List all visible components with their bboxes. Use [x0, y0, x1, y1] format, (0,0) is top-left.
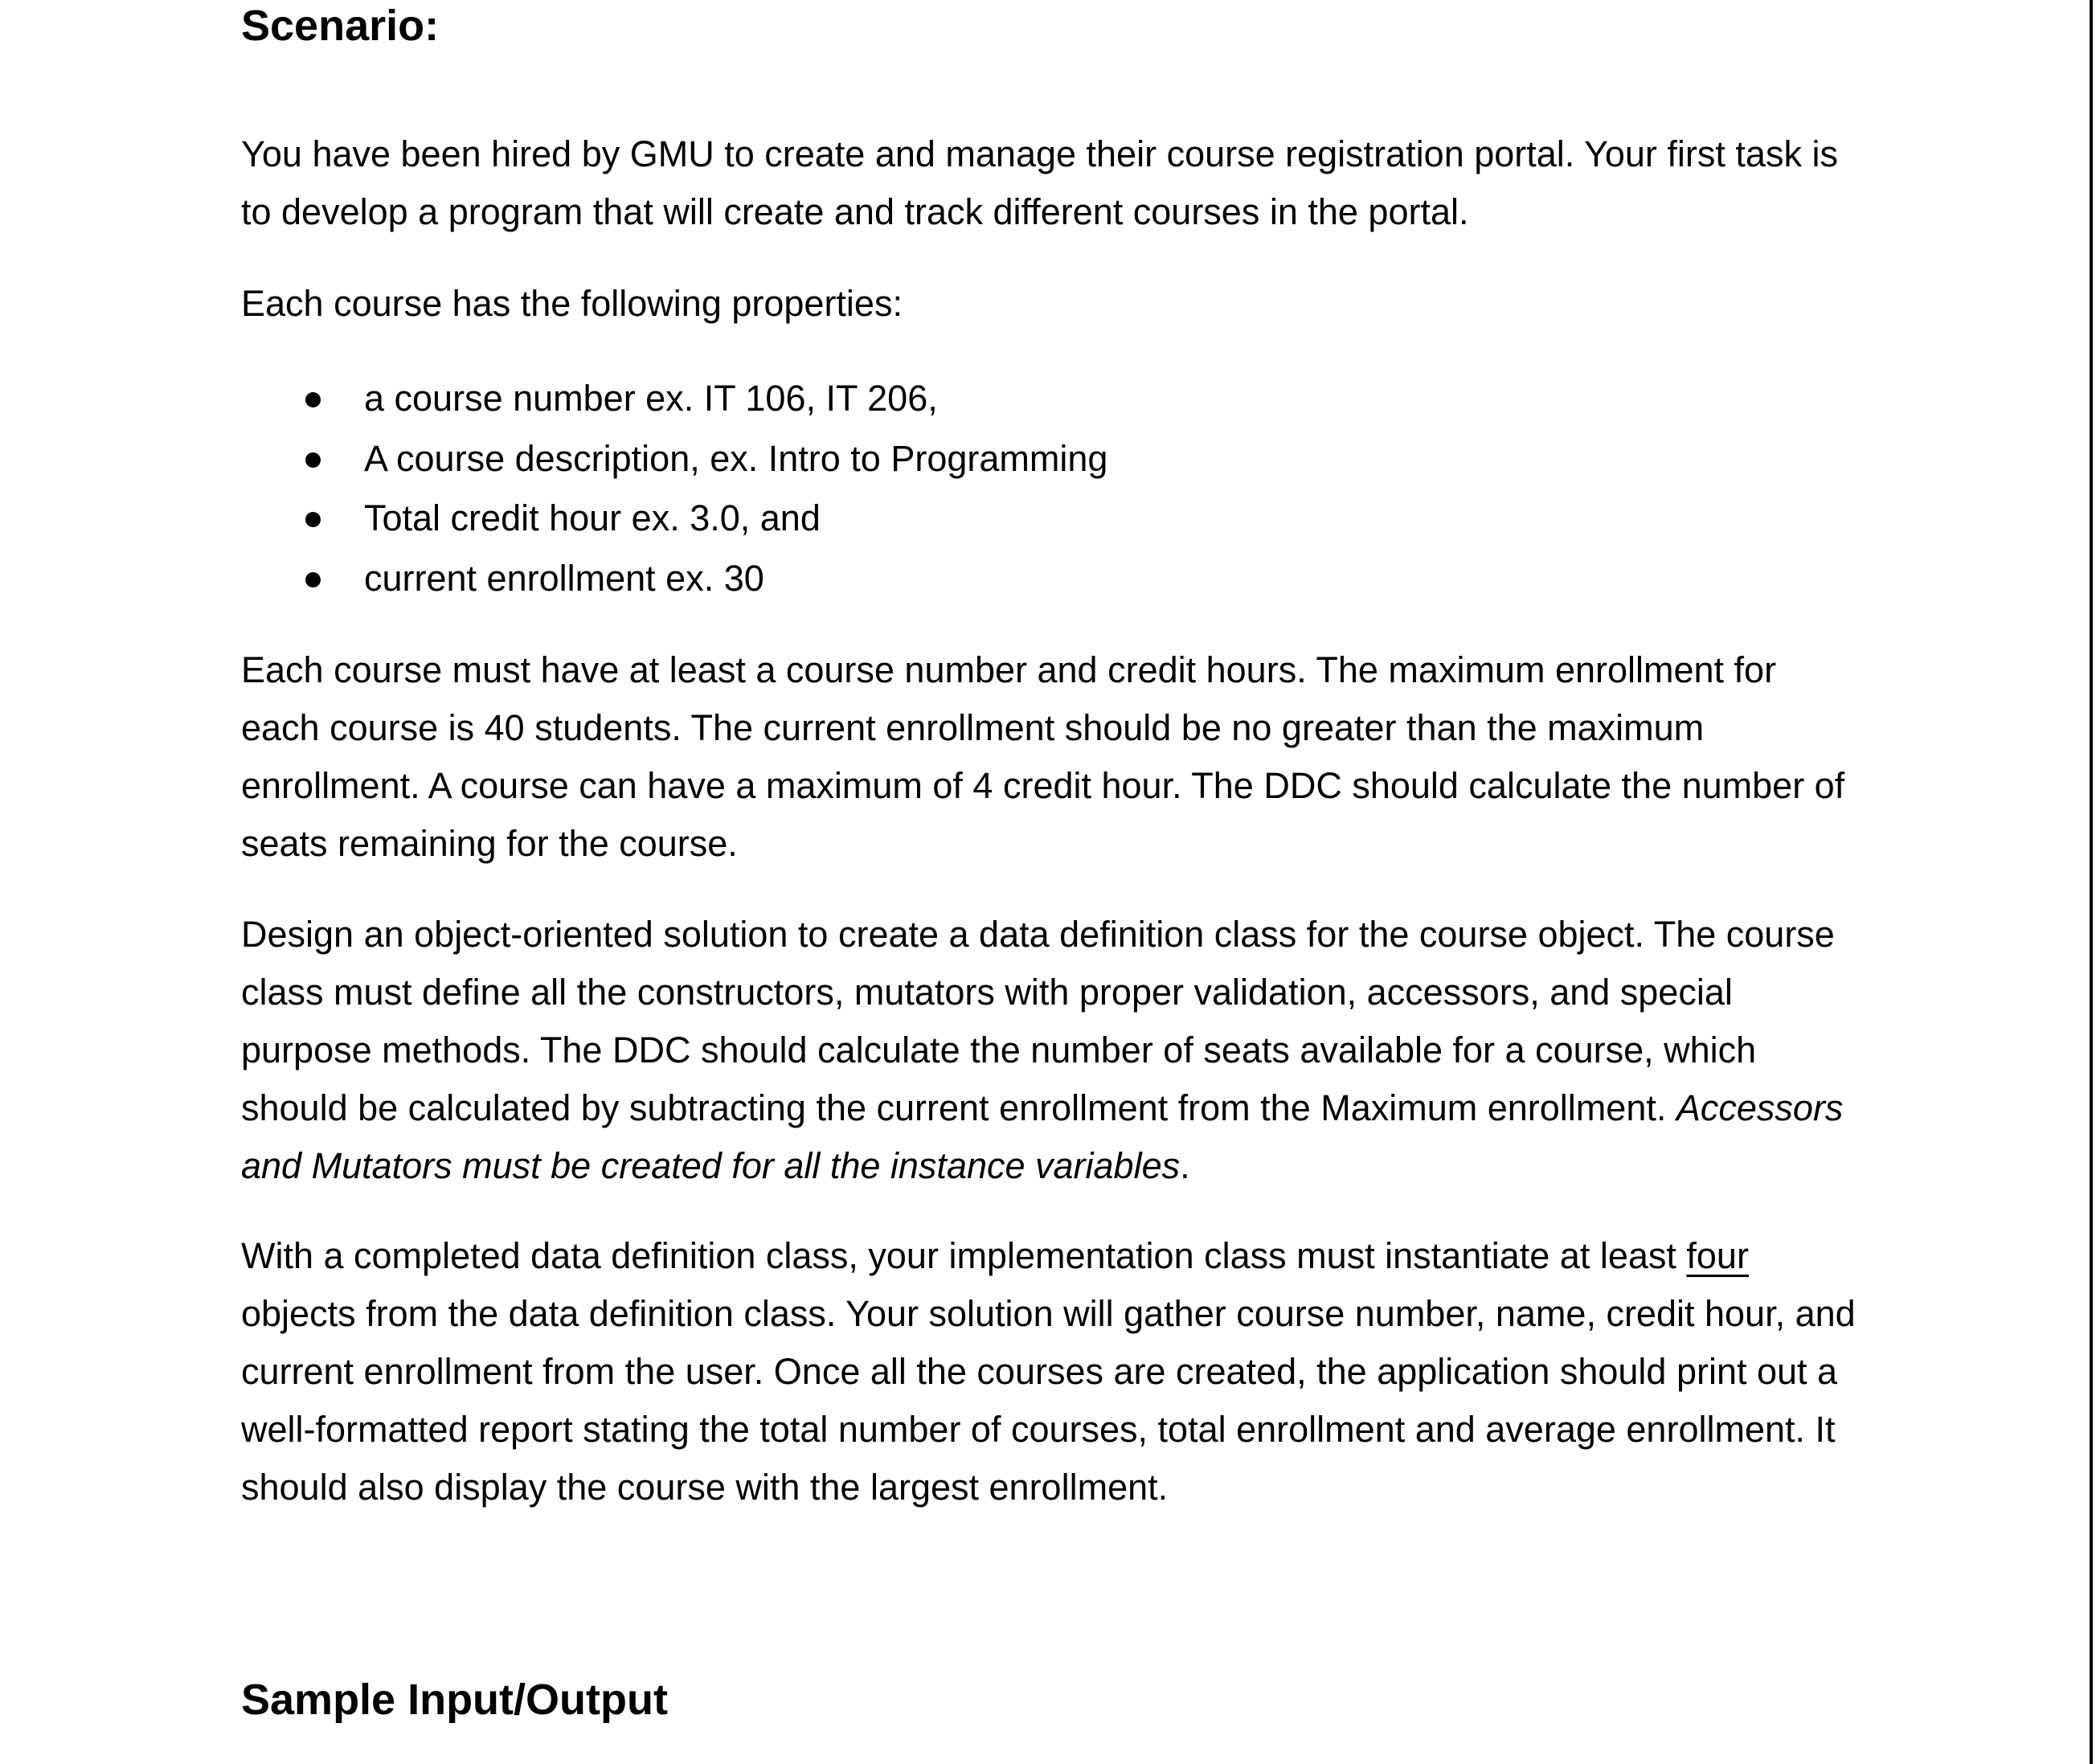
list-item-text: A course description, ex. Intro to Programming: [364, 437, 1108, 479]
design-text: Design an object-oriented solution to create a data definition class for the course object. The course class must define all the constructors, mutators with proper validation, accessors, and special purpose methods. The DDC should calculate the number of seats available for a course, which should be calculated by subtracting the current enrollment from the Maximum enrollment.: [241, 914, 1835, 1128]
impl-text-before: With a completed data definition class, your implementation class must instantiate at least: [241, 1235, 1676, 1276]
intro-paragraph: You have been hired by GMU to create and manage their course registration portal. Your first task is to develop a program that will create and track different courses in the portal.: [241, 133, 1838, 232]
properties-lead: Each course has the following properties:: [241, 283, 903, 324]
list-item-text: current enrollment ex. 30: [364, 557, 764, 599]
design-italic-note: Accessors and Mutators must be created for all the instance variables: [241, 1087, 1844, 1186]
impl-text-after: objects from the data definition class. Your solution will gather course number, name, credit hour, and current enrollment from the user. Once all the courses are created, the application should print out a well-formatted report stating the total number of courses, total enrollment and average enrollment. It should also display the course with the largest enrollment.: [241, 1293, 1856, 1508]
list-item: [241, 429, 1688, 489]
bullet-icon: [305, 392, 321, 407]
impl-underlined-word: four: [1686, 1235, 1749, 1276]
bullet-icon: [305, 452, 321, 468]
page-edge-divider: [2090, 0, 2093, 1764]
list-item: [241, 369, 1688, 429]
bullet-icon: [305, 512, 321, 527]
properties-list: [241, 369, 1688, 608]
constraints-paragraph: Each course must have at least a course number and credit hours. The maximum enrollment for each course is 40 students. The current enrollment should be no greater than the maximum enrollment. A course can have a maximum of 4 credit hour. The DDC should calculate the number of seats remaining for the course.: [241, 649, 1845, 864]
design-end: .: [1180, 1145, 1190, 1186]
scenario-heading: Scenario:: [241, 2, 440, 50]
list-item-text: a course number ex. IT 106, IT 206,: [364, 378, 938, 419]
bullet-icon: [305, 572, 321, 587]
list-item: [241, 489, 1688, 549]
list-item: [241, 549, 1688, 609]
list-item-text: Total credit hour ex. 3.0, and: [364, 497, 821, 538]
sample-io-heading: Sample Input/Output: [241, 1676, 668, 1724]
design-paragraph: [241, 906, 1857, 1195]
implementation-paragraph: [241, 1227, 1857, 1516]
